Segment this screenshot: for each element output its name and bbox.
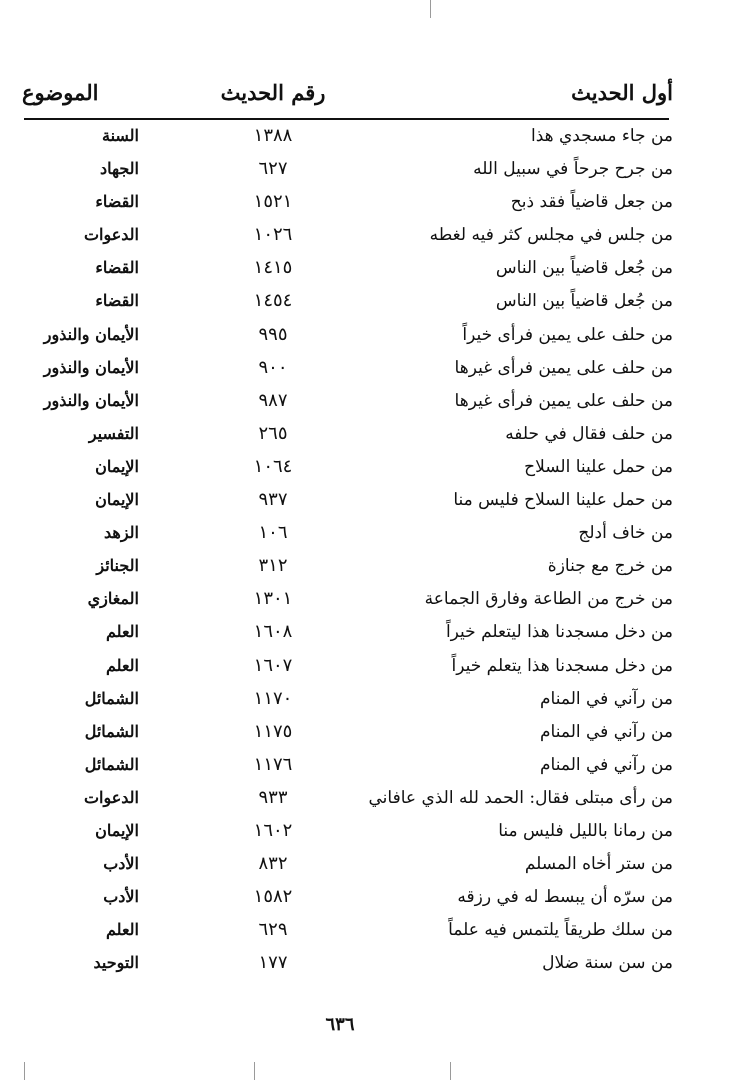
header-hadith-number: رقم الحديث	[220, 80, 326, 105]
table-row	[0, 219, 755, 252]
row-hadith-number: ١٤١٥	[253, 257, 293, 279]
table-row	[0, 683, 755, 716]
header-first-words: أول الحديث	[571, 80, 673, 105]
row-first-words: من رآني في المنام	[540, 688, 673, 709]
table-row	[0, 517, 755, 550]
row-topic: الدعوات	[83, 787, 139, 807]
row-topic: التفسير	[88, 423, 139, 443]
row-hadith-number: ١٥٢١	[253, 191, 293, 213]
row-topic: الأدب	[103, 887, 139, 907]
row-first-words: من جُعل قاضياً بين الناس	[495, 291, 673, 312]
table-row	[0, 550, 755, 583]
header-topic: الموضوع	[22, 80, 99, 105]
row-first-words: من رأى مبتلى فقال: الحمد لله الذي عافاني	[368, 787, 673, 808]
row-hadith-number: ٣١٢	[258, 555, 288, 577]
row-first-words: من جاء مسجدي هذا	[530, 126, 673, 146]
row-hadith-number: ٩٩٥	[258, 323, 288, 345]
row-hadith-number: ١٦٠٢	[253, 819, 293, 841]
row-hadith-number: ١٠٦٤	[253, 455, 293, 477]
row-first-words: من حلف فقال في حلفه	[505, 423, 673, 444]
scan-mark	[450, 1062, 451, 1080]
row-first-words: من سلك طريقاً يلتمس فيه علماً	[448, 920, 673, 941]
table-row	[0, 385, 755, 418]
table-row	[0, 914, 755, 947]
table-row	[0, 947, 755, 980]
row-topic: الجنائز	[96, 556, 139, 576]
scan-mark	[24, 1062, 25, 1080]
row-topic: العلم	[106, 622, 139, 642]
row-hadith-number: ٦٢٩	[258, 919, 288, 941]
row-hadith-number: ٢٦٥	[258, 422, 288, 444]
row-first-words: من جعل قاضياً فقد ذبح	[510, 192, 673, 213]
row-topic: القضاء	[95, 258, 139, 278]
row-hadith-number: ٩٣٣	[258, 786, 288, 808]
row-topic: الشمائل	[84, 721, 139, 741]
row-first-words: من رمانا بالليل فليس منا	[498, 820, 673, 841]
row-hadith-number: ١٦٠٧	[253, 654, 293, 676]
row-first-words: من حمل علينا السلاح فليس منا	[453, 490, 673, 511]
row-hadith-number: ١١٧٠	[253, 687, 293, 709]
table-row	[0, 252, 755, 285]
table-row	[0, 120, 755, 153]
row-topic: القضاء	[95, 192, 139, 212]
row-first-words: من رآني في المنام	[540, 721, 673, 742]
row-topic: الأيمان والنذور	[43, 357, 139, 377]
row-topic: السنة	[102, 126, 139, 145]
row-first-words: من سرّه أن يبسط له في رزقه	[457, 887, 673, 908]
table-row	[0, 749, 755, 782]
row-first-words: من حلف على يمين فرأى غيرها	[454, 357, 673, 378]
row-topic: الشمائل	[84, 754, 139, 774]
table-row	[0, 285, 755, 318]
row-hadith-number: ١٦٠٨	[253, 621, 293, 643]
row-hadith-number: ١٣٨٨	[253, 125, 293, 146]
row-topic: الإيمان	[95, 456, 139, 476]
scan-mark	[430, 0, 431, 18]
row-first-words: من رآني في المنام	[540, 754, 673, 775]
row-hadith-number: ١٠٦	[258, 522, 288, 544]
row-first-words: من حلف على يمين فرأى غيرها	[454, 390, 673, 411]
row-topic: المغازي	[87, 589, 139, 609]
row-first-words: من خرج من الطاعة وفارق الجماعة	[424, 589, 673, 610]
row-first-words: من حمل علينا السلاح	[524, 456, 673, 477]
row-topic: التوحيد	[93, 953, 139, 973]
row-topic: الجهاد	[99, 159, 139, 179]
row-hadith-number: ١١٧٦	[253, 753, 293, 775]
row-topic: الإيمان	[95, 820, 139, 840]
row-first-words: من خرج مع جنازة	[547, 556, 673, 577]
table-row	[0, 418, 755, 451]
row-hadith-number: ١٣٠١	[253, 588, 293, 610]
table-row	[0, 650, 755, 683]
index-table	[0, 120, 755, 980]
row-first-words: من دخل مسجدنا هذا يتعلم خيراً	[451, 655, 673, 676]
row-first-words: من سن سنة ضلال	[542, 953, 673, 974]
scan-mark	[254, 1062, 255, 1080]
page-number: ٦٣٦	[325, 1014, 355, 1035]
row-topic: الإيمان	[95, 490, 139, 510]
table-row	[0, 186, 755, 219]
row-topic: العلم	[106, 655, 139, 675]
table-row	[0, 782, 755, 815]
table-row	[0, 881, 755, 914]
row-first-words: من جُعل قاضياً بين الناس	[495, 258, 673, 279]
row-first-words: من ستر أخاه المسلم	[524, 854, 673, 875]
row-first-words: من جلس في مجلس كثر فيه لغطه	[429, 225, 673, 246]
row-topic: الشمائل	[84, 688, 139, 708]
row-topic: القضاء	[95, 291, 139, 311]
row-topic: الدعوات	[83, 225, 139, 245]
row-first-words: من دخل مسجدنا هذا ليتعلم خيراً	[445, 622, 673, 643]
row-hadith-number: ١٧٧	[258, 952, 288, 974]
row-topic: الأدب	[103, 854, 139, 874]
table-row	[0, 451, 755, 484]
row-topic: الأيمان والنذور	[43, 324, 139, 344]
row-hadith-number: ٩٨٧	[258, 389, 288, 411]
table-row	[0, 616, 755, 649]
row-hadith-number: ١٥٨٢	[253, 886, 293, 908]
row-hadith-number: ٨٣٢	[258, 853, 288, 875]
row-hadith-number: ٩٠٠	[258, 356, 288, 378]
row-first-words: من خاف أدلج	[578, 523, 673, 544]
row-topic: الزهد	[104, 523, 139, 543]
table-row	[0, 848, 755, 881]
row-hadith-number: ٩٣٧	[258, 489, 288, 511]
table-row	[0, 583, 755, 616]
row-topic: الأيمان والنذور	[43, 390, 139, 410]
table-row	[0, 815, 755, 848]
row-first-words: من حلف على يمين فرأى خيراً	[462, 324, 673, 345]
row-hadith-number: ١١٧٥	[253, 720, 293, 742]
row-hadith-number: ١٤٥٤	[253, 290, 293, 312]
row-first-words: من جرح جرحاً في سبيل الله	[473, 159, 673, 180]
row-hadith-number: ١٠٢٦	[253, 224, 293, 246]
table-row	[0, 484, 755, 517]
table-row	[0, 352, 755, 385]
row-topic: العلم	[106, 920, 139, 940]
table-row	[0, 153, 755, 186]
table-row	[0, 716, 755, 749]
row-hadith-number: ٦٢٧	[258, 158, 288, 180]
table-row	[0, 319, 755, 352]
